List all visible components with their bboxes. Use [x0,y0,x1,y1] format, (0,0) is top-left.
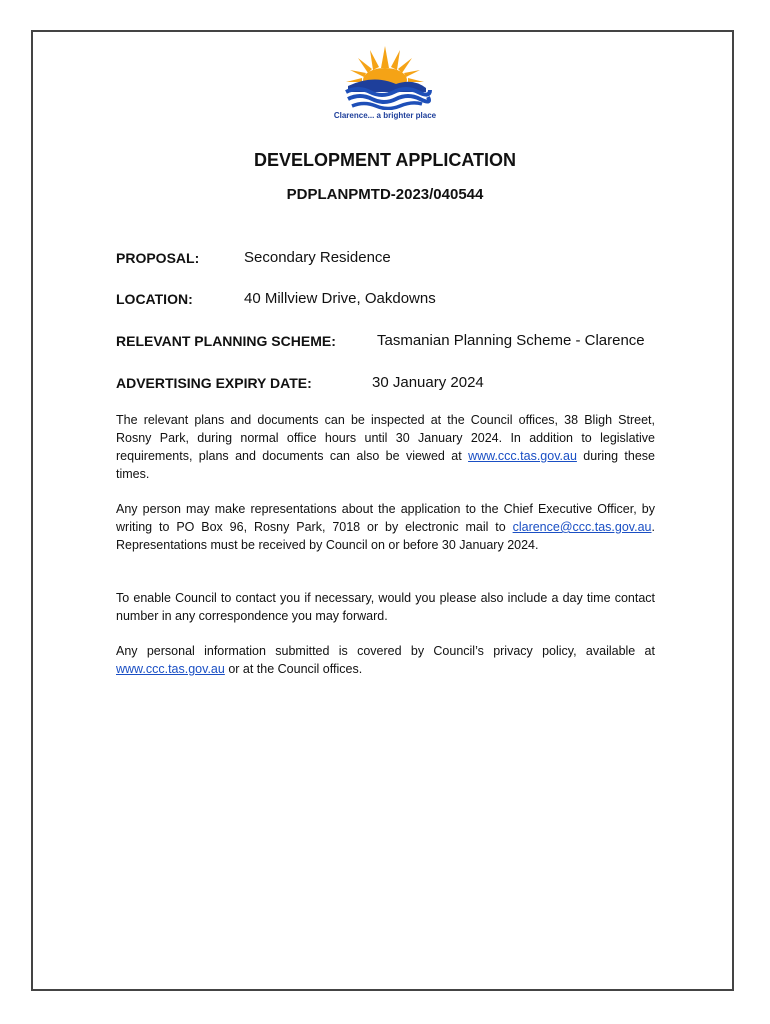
proposal-label: PROPOSAL: [116,250,200,266]
application-reference: PDPLANPMTD-2023/040544 [286,186,484,203]
privacy-paragraph [116,642,655,678]
location-value: 40 Millview Drive, Oakdowns [244,290,436,307]
privacy-text: Any personal information submitted is covered by Council’s privacy policy, available at [116,644,655,658]
inspection-text: The relevant plans and documents can be inspected at the Council offices, 38 Bligh Street, Rosny Park, during normal office hours until 30 January 2024. In addition to legislative requirements, plans and documents can also be viewed at [116,413,655,463]
contact-paragraph [116,589,655,625]
council-website-link[interactable]: www.ccc.tas.gov.au [468,449,577,463]
expiry-date-label: ADVERTISING EXPIRY DATE: [116,375,312,391]
representations-paragraph [116,500,655,554]
representations-text: Any person may make representations about the application to the Chief Executive Officer, by writing to PO Box 96, Rosny Park, 7018 or by electronic mail to [116,502,655,534]
privacy-text-end: or at the Council offices. [224,662,363,676]
planning-scheme-value: Tasmanian Planning Scheme - Clarence [377,332,645,349]
page-title: DEVELOPMENT APPLICATION [253,150,516,170]
representations-text-end: . Representations must be received by Council on or before 30 January 2024. [116,520,655,552]
location-label: LOCATION: [116,291,193,307]
logo-tagline: Clarence... a brighter place [333,111,437,120]
inspection-text-end: during these times. [116,449,655,481]
expiry-date-value: 30 January 2024 [372,374,484,391]
planning-scheme-label: RELEVANT PLANNING SCHEME: [116,333,336,349]
sun-waves-icon [318,44,452,110]
contact-text: To enable Council to contact you if necessary, would you please also include a day time contact number in any correspondence you may forward. [116,591,655,623]
council-email-link[interactable]: clarence@ccc.tas.gov.au [512,520,652,534]
privacy-website-link[interactable]: www.ccc.tas.gov.au [116,662,225,676]
inspection-paragraph [116,411,655,483]
proposal-value: Secondary Residence [244,249,391,266]
